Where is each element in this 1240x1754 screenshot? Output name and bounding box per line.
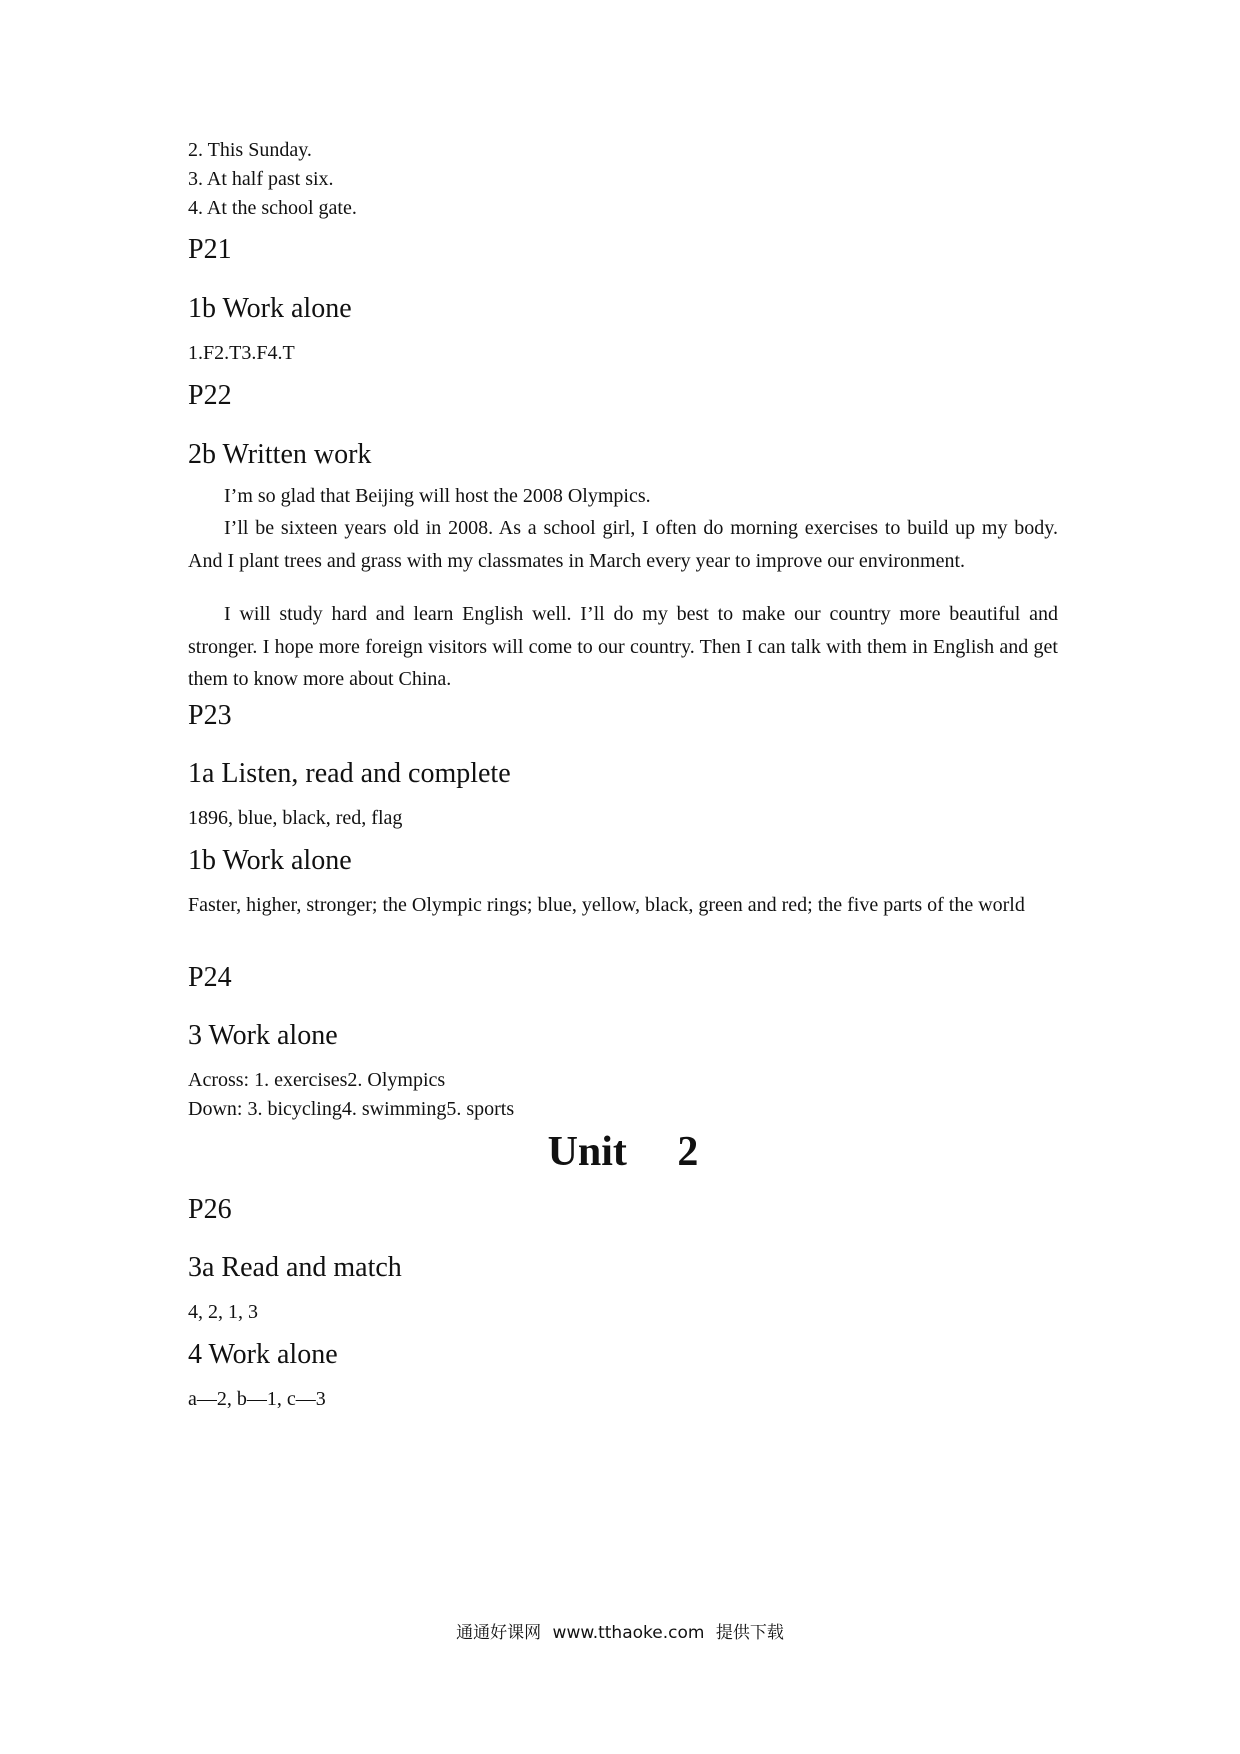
section-heading-3a: 3a Read and match <box>188 1252 402 1283</box>
answer-1b-p23: Faster, higher, stronger; the Olympic rings; blue, yellow, black, green and red; the five parts of the world <box>188 894 1025 916</box>
answer-1b: 1.F2.T3.F4.T <box>188 342 295 364</box>
answer-1a: 1896, blue, black, red, flag <box>188 807 403 829</box>
section-heading-1b-p23: 1b Work alone <box>188 845 352 876</box>
section-heading-3: 3 Work alone <box>188 1020 338 1051</box>
essay-paragraph-2: I’ll be sixteen years old in 2008. As a school girl, I often do morning exercises to build up my body. And I plant trees and grass with my classmates in March every year to improve our environment. <box>188 517 1058 572</box>
page-heading-p22: P22 <box>188 380 232 411</box>
answer-4: a—2, b—1, c—3 <box>188 1388 326 1410</box>
section-heading-2b: 2b Written work <box>188 439 372 470</box>
section-heading-1a: 1a Listen, read and complete <box>188 758 511 789</box>
answer-down: Down: 3. bicycling4. swimming5. sports <box>188 1098 515 1120</box>
essay-paragraph-1: I’m so glad that Beijing will host the 2008 Olympics. <box>224 485 651 507</box>
answer-across: Across: 1. exercises2. Olympics <box>188 1069 446 1091</box>
page-heading-p21: P21 <box>188 234 232 265</box>
footer-watermark: 通通好课网 www.tthaoke.com 提供下载 <box>456 1623 784 1643</box>
answer-3a: 4, 2, 1, 3 <box>188 1301 258 1323</box>
page-heading-p23: P23 <box>188 700 232 731</box>
answer-line-4: 4. At the school gate. <box>188 197 357 219</box>
answer-line-3: 3. At half past six. <box>188 168 334 190</box>
essay-paragraph-3: I will study hard and learn English well. I’ll do my best to make our country more beautiful and stronger. I hope more foreign visitors will come to our country. Then I can talk with them in English and get them to know more about China. <box>188 603 1058 690</box>
section-heading-4: 4 Work alone <box>188 1339 338 1370</box>
page-heading-p26: P26 <box>188 1194 232 1225</box>
unit-title: Unit 2 <box>547 1129 699 1175</box>
page-heading-p24: P24 <box>188 962 232 993</box>
answer-line-2: 2. This Sunday. <box>188 139 312 161</box>
section-heading-1b: 1b Work alone <box>188 293 352 324</box>
